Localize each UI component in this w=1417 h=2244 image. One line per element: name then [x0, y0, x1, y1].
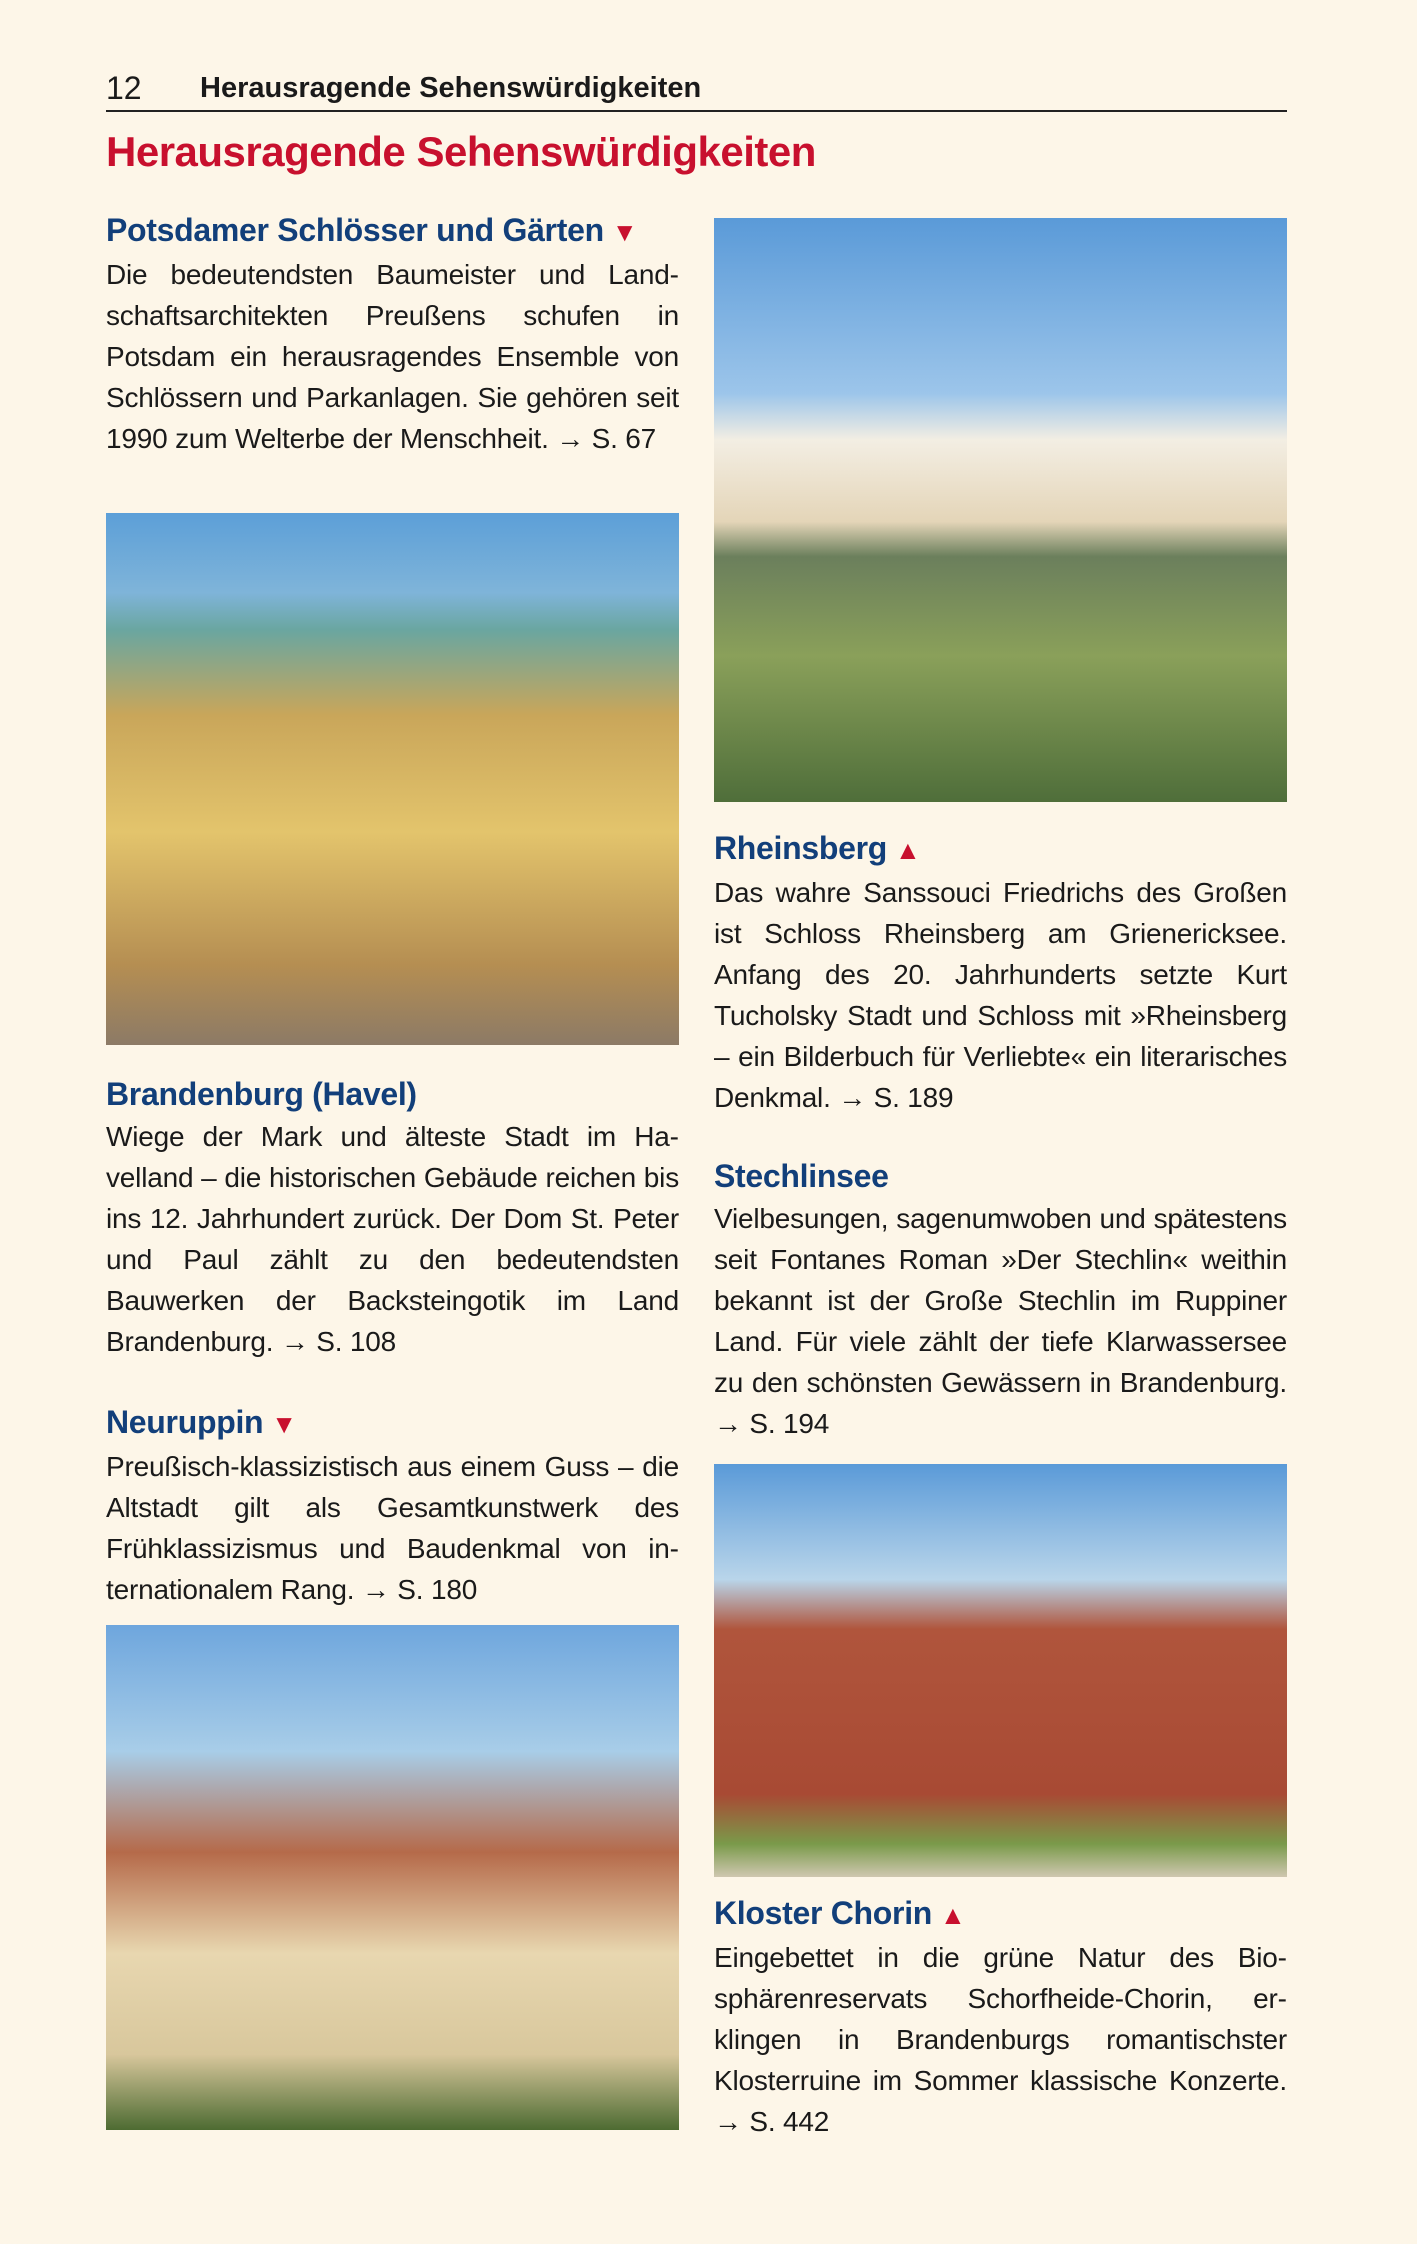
section-stechlinsee — [714, 1154, 1287, 1444]
page-number: 12 — [106, 70, 142, 106]
triangle-down-icon: ▼ — [271, 1409, 297, 1439]
section-potsdam — [106, 208, 679, 459]
triangle-up-icon: ▲ — [940, 1900, 966, 1930]
photo-rheinsberg — [714, 218, 1287, 802]
section-text: Das wahre Sanssouci Friedrichs des Großen ist Schloss Rheinsberg am Grienericksee. Anfang des 20. Jahrhunderts setzte Kurt Tucholsky Stadt und Schloss mit »Rheinsberg – ein Bilderbuch für Verliebte« ein literarisches Denkmal. → S. 189 — [714, 877, 1287, 1113]
running-title: Herausragende Sehenswürdigkeiten — [200, 72, 702, 104]
section-neuruppin — [106, 1400, 679, 1610]
running-header — [106, 68, 1287, 112]
section-heading: Brandenburg (Havel) — [106, 1076, 417, 1112]
section-heading — [106, 1400, 679, 1446]
triangle-up-icon: ▲ — [895, 835, 921, 865]
section-heading — [714, 826, 1287, 872]
section-heading-text: Rheinsberg — [714, 830, 888, 866]
section-rheinsberg — [714, 826, 1287, 1118]
photo-sanssouci — [106, 513, 679, 1045]
section-text: Wiege der Mark und älteste Stadt im Havelland – die historischen Gebäude reichen bis ins 12. Jahrhundert zurück. Der Dom St. Peter und Paul zählt zu den bedeutendsten Bauwerken der Backsteingotik im Land Brandenburg. → S. 108 — [106, 1121, 679, 1357]
page-title: Herausragende Sehenswürdigkeiten — [106, 128, 816, 175]
section-heading — [714, 1891, 1287, 1937]
triangle-down-icon: ▼ — [611, 217, 638, 247]
section-text: Eingebettet in die grüne Natur des Biosphärenreservats Schorfheide-Chorin, erklingen in Brandenburgs romantischster Klosterruine im Sommer klassische Konzerte. → S. 442 — [714, 1942, 1287, 2137]
section-heading: Stechlinsee — [714, 1158, 889, 1194]
photo-kloster-chorin — [714, 1464, 1287, 1877]
section-text: Vielbesungen, sagenumwoben und spätestens seit Fontanes Roman »Der Stechlin« weithin bekannt ist der Große Stechlin im Ruppiner Land. Für viele zählt der tiefe Klarwassersee zu den schönsten Gewässern in Brandenburg. → S. 194 — [714, 1203, 1287, 1439]
section-brandenburg — [106, 1072, 679, 1362]
section-text: Die bedeutendsten Baumeister und Landschaftsarchitekten Preußens schufen in Potsdam ein herausragendes Ensemble von Schlössern und Parkanlagen. Sie gehören seit 1990 zum Welterbe der Menschheit. → S. 67 — [106, 259, 679, 454]
section-heading-text: Neuruppin — [106, 1404, 264, 1440]
section-heading-text: Potsdamer Schlösser und Gärten — [106, 212, 604, 248]
section-kloster-chorin — [714, 1891, 1287, 2142]
section-text: Preußisch-klassizistisch aus einem Guss – die Altstadt gilt als Gesamtkunstwerk des Frühklassizismus und Baudenkmal von internationalem Rang. → S. 180 — [106, 1451, 679, 1605]
section-heading-text: Kloster Chorin — [714, 1895, 933, 1931]
section-heading — [106, 208, 679, 254]
photo-neuruppin — [106, 1625, 679, 2130]
